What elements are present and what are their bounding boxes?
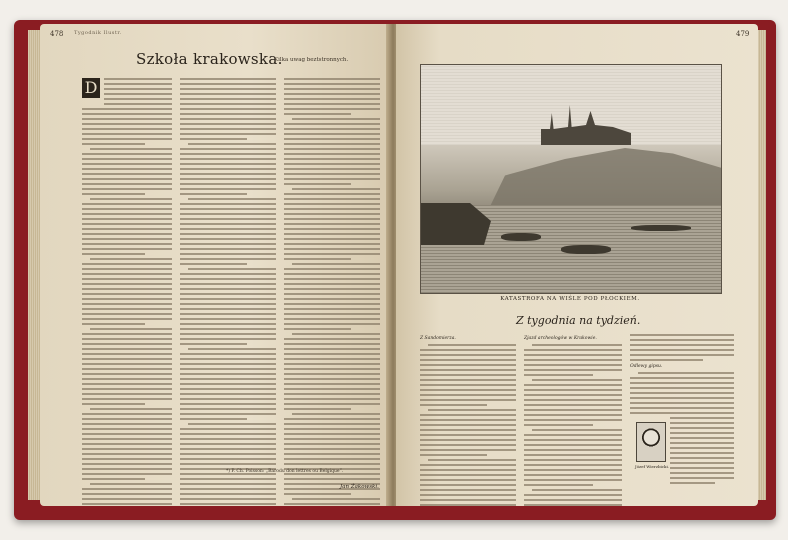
portrait-image (636, 422, 666, 462)
left-text-column-2 (180, 78, 276, 506)
right-page (396, 24, 758, 506)
engraving-boat (631, 225, 691, 231)
right-page-number: 479 (736, 30, 750, 38)
col2-heading: Zjazd archeologów w Krakowie. (524, 336, 597, 341)
left-page-header: Tygodnik Ilustr. (74, 30, 122, 36)
article-title: Szkoła krakowska. (136, 50, 283, 68)
left-page-number: 478 (50, 30, 64, 38)
article-dropcap: D (82, 78, 100, 98)
engraving-boat (561, 245, 611, 254)
illustration-caption: KATASTROFA NA WIŚLE POD PŁOCKIEM. (500, 296, 640, 302)
article-signature: Jan Żakowski. (340, 484, 379, 490)
article-subtitle: Kilka uwag beztstronnych. (274, 57, 349, 63)
engraving-steamship (421, 185, 491, 245)
section-title: Z tygodnia na tydzień. (516, 314, 641, 327)
right-text-column-1 (420, 334, 516, 506)
col1-heading: Z Sandomierza. (420, 336, 456, 341)
portrait-caption: Józef Wierzbicki. (635, 464, 669, 469)
article-footnote: *) P. Ch. Poisson: „Barodu don lettres ou Belgique”. (226, 469, 344, 474)
right-text-column-2 (524, 334, 622, 506)
illustration-engraving (420, 64, 722, 294)
left-text-column-1 (82, 78, 172, 506)
left-page (40, 24, 390, 506)
col3-heading: Odlewy gipsu. (630, 364, 663, 369)
engraving-boat (501, 233, 541, 241)
left-text-column-3 (284, 78, 380, 506)
